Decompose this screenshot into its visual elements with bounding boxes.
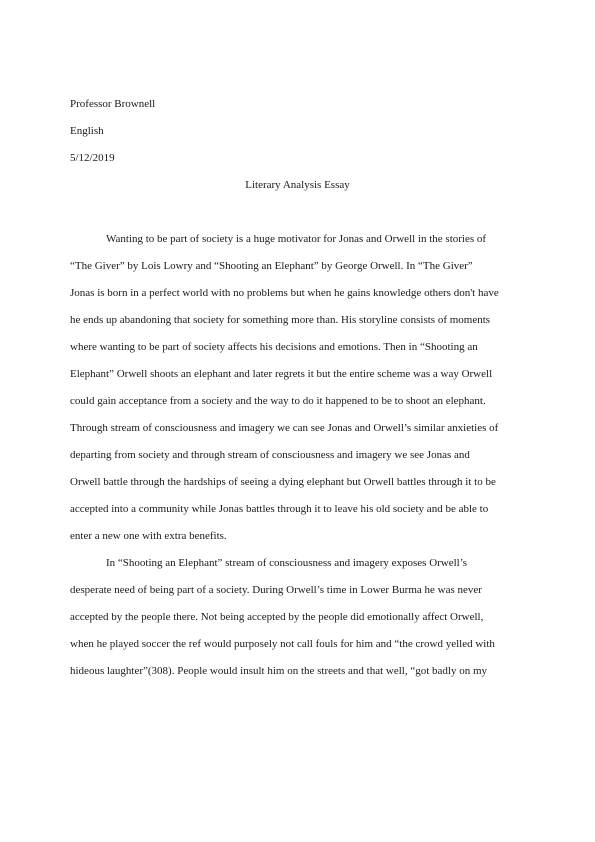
body-line: Through stream of consciousness and imagery we can see Jonas and Orwell’s similar anxieties of (70, 422, 499, 434)
body-line: desperate need of being part of a society. During Orwell’s time in Lower Burma he was never (70, 584, 482, 596)
body-line: accepted into a community while Jonas battles through it to leave his old society and be able to (70, 503, 489, 515)
body-line: he ends up abandoning that society for something more than. His storyline consists of moments (70, 314, 491, 326)
body-line: Wanting to be part of society is a huge motivator for Jonas and Orwell in the stories of (106, 233, 487, 245)
professor-name: Professor Brownell (70, 98, 156, 110)
course-name: English (70, 125, 104, 137)
body-line: hideous laughter”(308). People would insult him on the streets and that well, “got badly on my (70, 665, 488, 677)
body-line: where wanting to be part of society affects his decisions and emotions. Then in “Shooting an (70, 341, 478, 353)
body-line: Orwell battle through the hardships of seeing a dying elephant but Orwell battles through it to be (70, 476, 496, 488)
essay-date: 5/12/2019 (70, 152, 115, 164)
body-line: could gain acceptance from a society and the way to do it happened to be to shoot an elephant. (70, 395, 486, 407)
essay-title: Literary Analysis Essay (245, 179, 350, 191)
body-line: Jonas is born in a perfect world with no problems but when he gains knowledge others don't have (70, 287, 499, 299)
body-line: enter a new one with extra benefits. (70, 530, 227, 542)
body-line: when he played soccer the ref would purposely not call fouls for him and “the crowd yelled with (70, 638, 495, 650)
body-line: departing from society and through stream of consciousness and imagery we see Jonas and (70, 449, 470, 461)
body-line: In “Shooting an Elephant” stream of consciousness and imagery exposes Orwell’s (106, 557, 468, 569)
body-line: accepted by the people there. Not being accepted by the people did emotionally affect Orwell, (70, 611, 484, 623)
body-line: Elephant” Orwell shoots an elephant and later regrets it but the entire scheme was a way Orwell (70, 368, 493, 380)
body-line: “The Giver” by Lois Lowry and “Shooting an Elephant” by George Orwell. In “The Giver” (70, 260, 473, 272)
